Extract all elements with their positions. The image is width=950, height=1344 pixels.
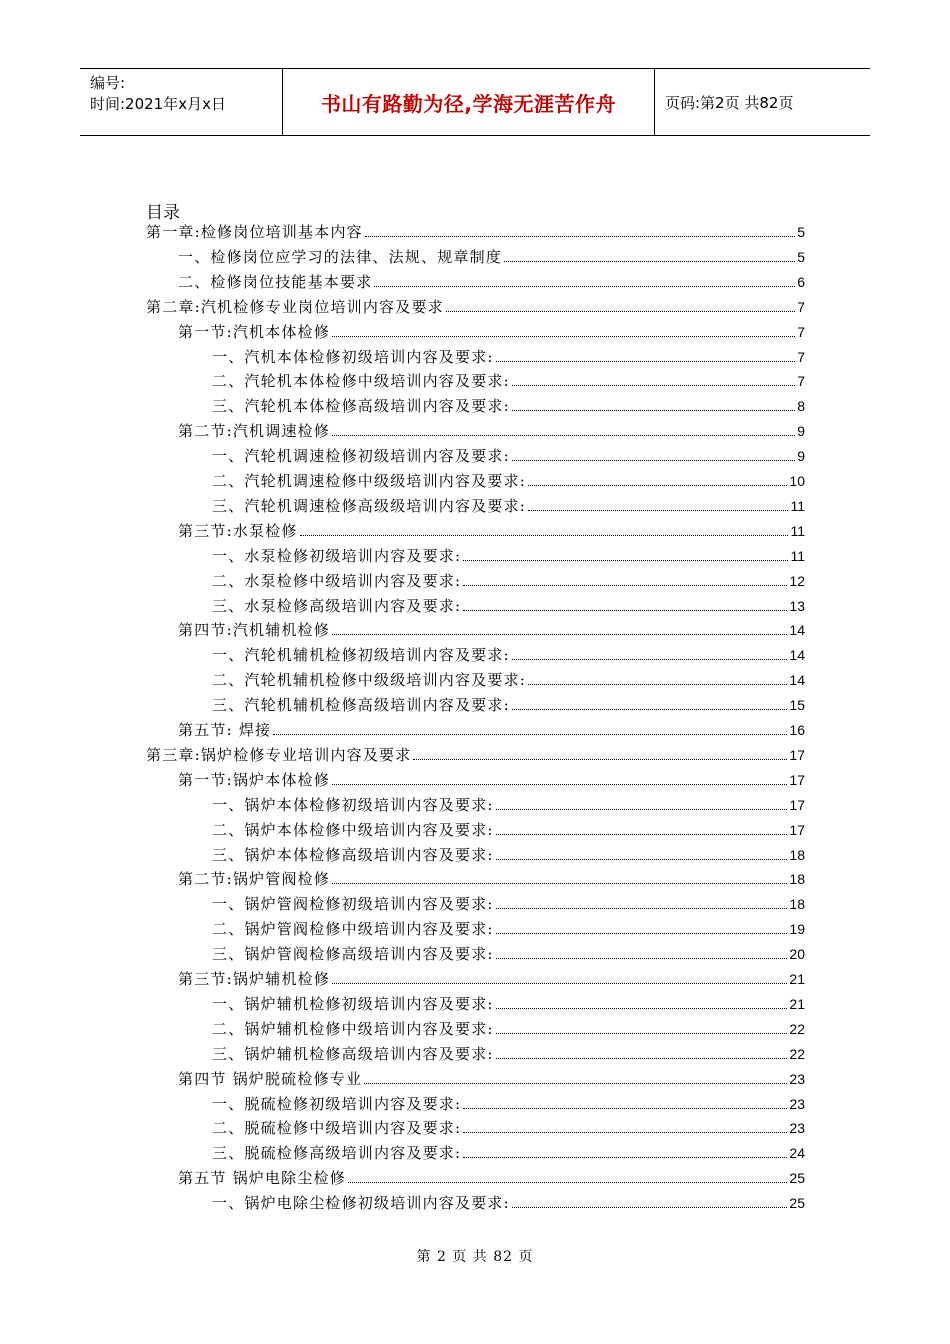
- toc-entry[interactable]: [178, 716, 805, 740]
- toc-entry-title: 三、锅炉管阀检修高级培训内容及要求:: [212, 945, 494, 964]
- toc-entry-title: 二、锅炉管阀检修中级培训内容及要求:: [212, 920, 494, 939]
- toc-entry[interactable]: [178, 243, 805, 267]
- toc-leader-dots: [512, 385, 795, 386]
- toc-entry[interactable]: [212, 392, 805, 416]
- toc-entry[interactable]: [178, 417, 805, 441]
- toc-leader-dots: [463, 585, 787, 586]
- toc-entry[interactable]: [212, 641, 805, 665]
- toc-leader-dots: [496, 1008, 788, 1009]
- header-page-info: 页码:第2页 共82页: [665, 93, 794, 112]
- toc-entry-page: 11: [790, 547, 805, 564]
- toc-entry-title: 第五节: 焊接: [178, 721, 272, 739]
- toc-entry-page: 16: [789, 722, 805, 738]
- toc-leader-dots: [496, 908, 788, 909]
- toc-entry-page: 25: [789, 1195, 805, 1212]
- toc-entry[interactable]: [212, 890, 805, 914]
- toc-entry-title: 一、汽轮机辅机检修初级培训内容及要求:: [212, 646, 510, 665]
- toc-leader-dots: [300, 535, 789, 536]
- toc-entry-title: 一、汽机本体检修初级培训内容及要求:: [212, 347, 494, 366]
- toc-leader-dots: [496, 361, 796, 362]
- toc-entry-title: 二、锅炉本体检修中级培训内容及要求:: [212, 820, 494, 839]
- toc-entry-title: 一、锅炉管阀检修初级培训内容及要求:: [212, 895, 494, 914]
- toc-entry[interactable]: [178, 616, 805, 640]
- toc-entry[interactable]: [212, 1189, 805, 1213]
- toc-entry-title: 一、锅炉辅机检修初级培训内容及要求:: [212, 994, 494, 1013]
- toc-entry-page: 5: [797, 224, 805, 240]
- toc-entry-title: 二、水泵检修中级培训内容及要求:: [212, 571, 462, 590]
- toc-entry-page: 21: [789, 995, 805, 1012]
- toc-entry[interactable]: [212, 915, 805, 939]
- toc-entry[interactable]: [212, 567, 805, 591]
- toc-entry-page: 19: [789, 921, 805, 938]
- toc-entry[interactable]: [178, 268, 805, 292]
- toc-leader-dots: [512, 659, 788, 660]
- page-header: [80, 68, 870, 136]
- toc-entry[interactable]: [212, 841, 805, 865]
- toc-entry-page: 18: [789, 846, 805, 863]
- toc-entry-title: 第二节:汽机调速检修: [178, 422, 331, 441]
- toc-leader-dots: [496, 859, 788, 860]
- toc-leader-dots: [496, 958, 788, 959]
- toc-entry-page: 21: [789, 971, 805, 987]
- toc-entry-page: 25: [789, 1170, 805, 1187]
- toc-entry-title: 二、脱硫检修中级培训内容及要求:: [212, 1119, 462, 1138]
- toc-entry-title: 第三节:锅炉辅机检修: [178, 970, 331, 988]
- toc-entry-page: 7: [797, 323, 805, 340]
- toc-entry[interactable]: [212, 1090, 805, 1114]
- toc-entry-page: 18: [789, 896, 805, 913]
- toc-entry[interactable]: [212, 1139, 805, 1163]
- toc-entry-page: 12: [789, 572, 805, 589]
- toc-entry-page: 23: [789, 1120, 805, 1137]
- toc-leader-dots: [463, 1157, 787, 1158]
- toc-leader-dots: [496, 1033, 788, 1034]
- toc-entry-title: 一、脱硫检修初级培训内容及要求:: [212, 1094, 462, 1113]
- toc-leader-dots: [528, 510, 788, 511]
- toc-entry-page: 7: [797, 348, 805, 365]
- toc-leader-dots: [512, 709, 788, 710]
- toc-leader-dots: [512, 410, 795, 411]
- toc-leader-dots: [496, 933, 788, 934]
- toc-leader-dots: [332, 634, 787, 635]
- document-date: 时间:2021年x月x日: [90, 95, 226, 113]
- toc-entry[interactable]: [178, 766, 805, 790]
- toc-leader-dots: [496, 809, 788, 810]
- toc-entry-title: 二、汽轮机调速检修中级级培训内容及要求:: [212, 472, 527, 490]
- toc-entry[interactable]: [212, 691, 805, 715]
- toc-entry[interactable]: [212, 990, 805, 1014]
- toc-entry-title: 三、汽轮机辅机检修高级培训内容及要求:: [212, 696, 510, 715]
- toc-entry[interactable]: [212, 442, 805, 466]
- toc-entry-title: 第三节:水泵检修: [178, 521, 298, 540]
- toc-entry-page: 17: [789, 821, 805, 838]
- toc-entry-page: 13: [789, 597, 805, 614]
- header-meta: [80, 69, 283, 135]
- toc-leader-dots: [374, 286, 795, 287]
- toc-leader-dots: [528, 684, 787, 685]
- toc-entry-title: 三、脱硫检修高级培训内容及要求:: [212, 1144, 462, 1163]
- toc-entry[interactable]: [212, 1040, 805, 1064]
- toc-entry[interactable]: [212, 1015, 805, 1039]
- toc-entry-title: 一、汽轮机调速检修初级培训内容及要求:: [212, 447, 510, 466]
- toc-entry-title: 一、锅炉本体检修初级培训内容及要求:: [212, 795, 494, 814]
- toc-entry-title: 第一节:锅炉本体检修: [178, 770, 331, 789]
- toc-entry-page: 18: [789, 871, 805, 888]
- header-motto: 书山有路勤为径,学海无涯苦作舟: [283, 69, 655, 135]
- toc-leader-dots: [273, 734, 787, 735]
- toc-entry[interactable]: [146, 218, 805, 242]
- toc-entry-title: 第四节 锅炉脱硫检修专业: [178, 1069, 363, 1088]
- toc-entry-page: 15: [789, 697, 805, 714]
- toc-leader-dots: [348, 1182, 787, 1183]
- toc-entry[interactable]: [212, 467, 805, 491]
- toc-entry-page: 17: [789, 746, 805, 763]
- toc-entry-title: 三、锅炉本体检修高级培训内容及要求:: [212, 845, 494, 864]
- toc-entry-page: 22: [789, 1020, 805, 1037]
- toc-leader-dots: [496, 834, 788, 835]
- toc-leader-dots: [413, 759, 787, 760]
- toc-entry-page: 24: [789, 1145, 805, 1162]
- toc-entry-page: 10: [789, 473, 805, 489]
- toc-entry-title: 第五节 锅炉电除尘检修: [178, 1169, 346, 1188]
- toc-entry[interactable]: [212, 666, 805, 690]
- toc-leader-dots: [365, 236, 795, 237]
- toc-entry[interactable]: [212, 492, 805, 516]
- toc-leader-dots: [512, 460, 795, 461]
- toc-entry[interactable]: [146, 293, 805, 317]
- toc-leader-dots: [463, 1132, 787, 1133]
- toc-entry-title: 二、检修岗位技能基本要求: [178, 272, 373, 291]
- toc-entry-title: 第二节:锅炉管阀检修: [178, 870, 331, 889]
- toc-title: 目录: [146, 203, 180, 223]
- toc-entry-page: 7: [797, 373, 805, 390]
- toc-entry-title: 第四节:汽机辅机检修: [178, 621, 331, 640]
- toc-leader-dots: [332, 336, 795, 337]
- toc-entry[interactable]: [212, 542, 805, 566]
- toc-entry[interactable]: [212, 791, 805, 815]
- toc-leader-dots: [364, 1083, 787, 1084]
- toc-entry-page: 11: [790, 497, 805, 514]
- toc-entry-page: 14: [789, 672, 805, 689]
- document-number-label: 编号:: [90, 74, 126, 92]
- toc-entry-title: 二、锅炉辅机检修中级培训内容及要求:: [212, 1019, 494, 1038]
- toc-entry[interactable]: [212, 1114, 805, 1138]
- toc-leader-dots: [332, 883, 787, 884]
- toc-leader-dots: [496, 1058, 788, 1059]
- toc-entry-page: 9: [797, 448, 805, 465]
- page-footer: 第 2 页 共 82 页: [416, 1249, 534, 1265]
- toc-entry-page: 14: [789, 622, 805, 639]
- toc-entry[interactable]: [178, 517, 805, 541]
- toc-leader-dots: [463, 560, 788, 561]
- toc-entry-page: 22: [789, 1045, 805, 1062]
- toc-leader-dots: [332, 983, 787, 984]
- toc-entry[interactable]: [212, 940, 805, 964]
- toc-entry-title: 第三章:锅炉检修专业培训内容及要求: [146, 745, 412, 764]
- toc-entry[interactable]: [212, 592, 805, 616]
- toc-entry[interactable]: [178, 318, 805, 342]
- toc-leader-dots: [446, 311, 795, 312]
- toc-entry-page: 11: [790, 522, 805, 539]
- toc-entry-title: 一、水泵检修初级培训内容及要求:: [212, 546, 462, 565]
- toc-entry-page: 20: [789, 946, 805, 963]
- toc-entry-title: 二、汽轮机辅机检修中级级培训内容及要求:: [212, 671, 527, 690]
- toc-entry-title: 三、锅炉辅机检修高级培训内容及要求:: [212, 1044, 494, 1063]
- toc-entry[interactable]: [212, 367, 805, 391]
- toc-entry-title: 三、汽轮机调速检修高级级培训内容及要求:: [212, 496, 527, 515]
- toc-entry[interactable]: [178, 865, 805, 889]
- toc-leader-dots: [504, 261, 795, 262]
- toc-entry-page: 17: [789, 771, 805, 788]
- toc-entry-title: 第一章:检修岗位培训基本内容: [146, 223, 363, 241]
- toc-entry-page: 17: [789, 796, 805, 813]
- toc-entry-title: 三、汽轮机本体检修高级培训内容及要求:: [212, 397, 510, 416]
- toc-entry-title: 一、检修岗位应学习的法律、法规、规章制度: [178, 247, 503, 266]
- toc-entry[interactable]: [212, 343, 805, 367]
- toc-leader-dots: [528, 485, 787, 486]
- toc-entry-page: 23: [789, 1095, 805, 1112]
- toc-entry-page: 14: [789, 647, 805, 664]
- toc-entry[interactable]: [212, 816, 805, 840]
- toc-entry-page: 9: [797, 423, 805, 440]
- toc-entry-title: 三、水泵检修高级培训内容及要求:: [212, 596, 462, 615]
- toc-entry-title: 一、锅炉电除尘检修初级培训内容及要求:: [212, 1194, 510, 1213]
- toc-entry[interactable]: [178, 965, 805, 989]
- toc-entry[interactable]: [178, 1164, 805, 1188]
- toc-entry-page: 6: [797, 273, 805, 290]
- toc-leader-dots: [332, 784, 787, 785]
- toc-leader-dots: [332, 435, 795, 436]
- toc-entry-title: 二、汽轮机本体检修中级培训内容及要求:: [212, 372, 510, 391]
- toc-entry-page: 8: [797, 398, 805, 415]
- toc-entry-title: 第一节:汽机本体检修: [178, 322, 331, 341]
- toc-entry-page: 7: [797, 298, 805, 315]
- toc-entry-page: 23: [789, 1070, 805, 1087]
- toc-entry[interactable]: [178, 1065, 805, 1089]
- toc-leader-dots: [463, 610, 787, 611]
- toc-entry[interactable]: [146, 741, 805, 765]
- toc-leader-dots: [463, 1108, 787, 1109]
- toc-leader-dots: [512, 1207, 788, 1208]
- toc-entry-title: 第二章:汽机检修专业岗位培训内容及要求: [146, 297, 444, 316]
- toc-entry-page: 5: [797, 248, 805, 265]
